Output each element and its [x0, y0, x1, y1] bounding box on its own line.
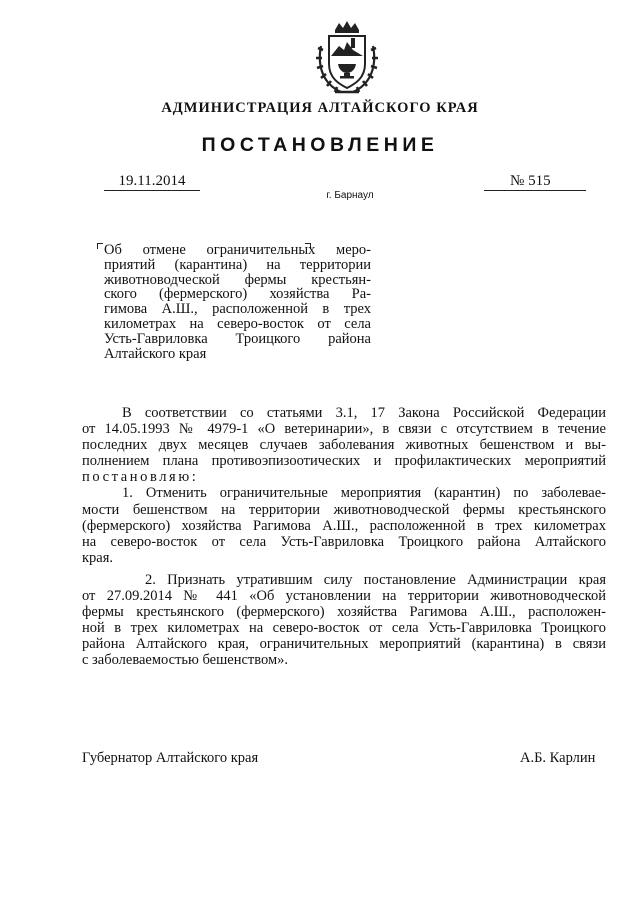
document-subject — [104, 243, 371, 361]
document-number-field — [484, 172, 586, 191]
subject-line: километрах на северо-восток от села — [104, 315, 371, 332]
subject-line: Усть-Гавриловка Троицкого района — [104, 330, 371, 347]
item1-line: (фермерского) хозяйства Рагимова А.Ш., расположенной в трех километрах — [82, 517, 606, 534]
coat-of-arms-icon — [311, 20, 383, 98]
item2-line: ной в трех километрах на северо-восток от села Усть-Гавриловка Троицкого — [82, 620, 606, 637]
item1-line: края. — [82, 549, 114, 566]
item2-line: с заболеваемостью бешенством». — [82, 652, 289, 669]
item1-line: 1. Отменить ограничительные мероприятия (карантин) по заболевае- — [122, 485, 606, 502]
item1-line: мости бешенством на территории животноводческой фермы крестьянского — [82, 501, 606, 518]
subject-line: Об отмене ограничительных меро- — [104, 242, 371, 258]
subject-line: животноводческой фермы крестьян- — [104, 271, 371, 288]
item2-line: 2. Признать утратившим силу постановление Администрации края — [145, 571, 606, 588]
item1-line: на северо-восток от села Усть-Гавриловка Троицкого района Алтайского — [82, 533, 606, 550]
subject-bracket-left — [97, 243, 103, 249]
document-body — [82, 405, 606, 669]
decree-word: постановляю: — [82, 469, 199, 486]
number-sign: № — [510, 173, 525, 189]
city-label: г. Барнаул — [326, 190, 374, 201]
document-date: 19.11.2014 — [104, 172, 200, 191]
subject-line: Алтайского края — [104, 345, 207, 362]
item2-line: района Алтайского края, ограничительных мероприятий (карантина) в связи — [82, 636, 606, 653]
subject-line: гимова А.Ш., расположенной в трех — [104, 301, 371, 318]
organization-name: АДМИНИСТРАЦИЯ АЛТАЙСКОГО КРАЯ — [161, 100, 479, 116]
signatory-position: Губернатор Алтайского края — [82, 750, 259, 766]
preamble-line: полнением плана противоэпизоотических и профилактических мероприятий — [82, 453, 606, 470]
item2-line: фермы крестьянского (фермерского) хозяйства Рагимова А.Ш., расположен- — [82, 604, 606, 621]
item2-line: от 27.09.2014 № 441 «Об установлении на территории животноводческой — [82, 588, 606, 605]
document-number: 515 — [528, 173, 551, 189]
subject-line: ского (фермерского) хозяйства Ра- — [104, 286, 371, 303]
document-type: ПОСТАНОВЛЕНИЕ — [201, 134, 439, 156]
subject-line: приятий (карантина) на территории — [104, 256, 371, 273]
preamble-line: последних двух месяцев случаев заболевания животных бешенством и вы- — [82, 437, 606, 454]
signatory-name: А.Б. Карлин — [520, 750, 596, 766]
preamble-line: от 14.05.1993 № 4979-1 «О ветеринарии», в связи с отсутствием в течение — [82, 421, 606, 438]
preamble-line: В соответствии со статьями 3.1, 17 Закона Российской Федерации — [122, 405, 606, 421]
